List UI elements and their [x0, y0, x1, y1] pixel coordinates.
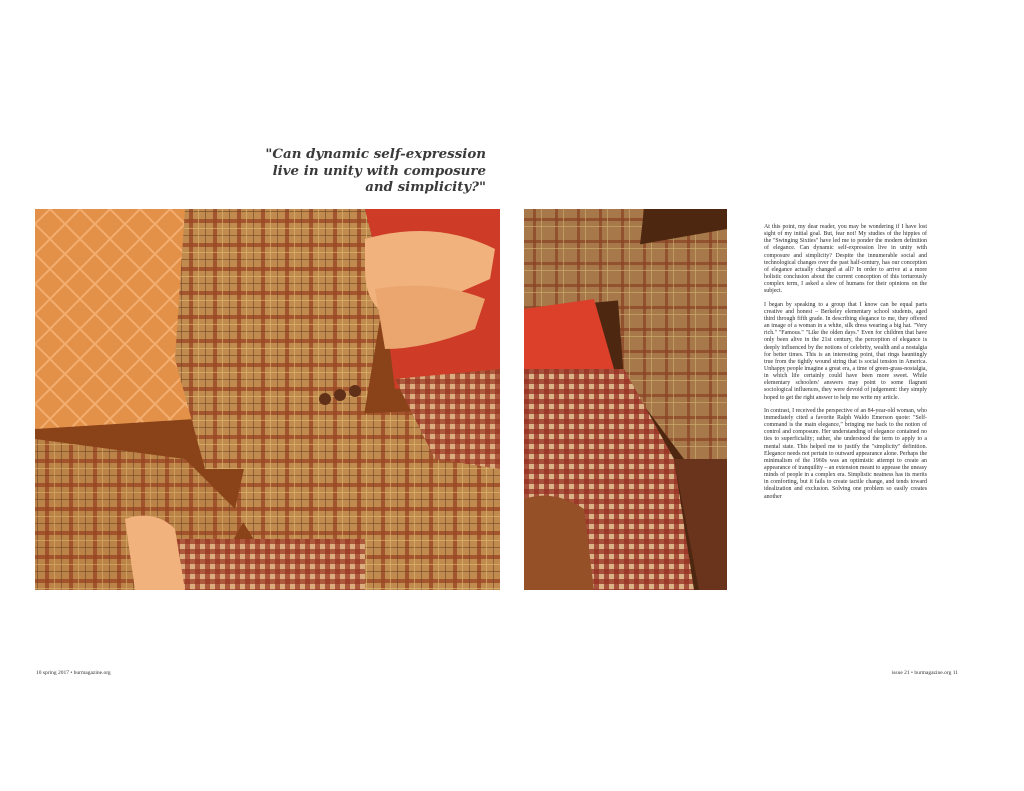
pull-quote	[250, 146, 486, 196]
page-footer-right: issue 21 • burmagazine.org 11	[891, 670, 958, 676]
article-paragraph: I began by speaking to a group that I know can be equal parts creative and honest – Berkeley elementary school students, aged third through fifth grade. In describing elegance to me, they offered an image of a woman in a white, silk dress wearing a big hat. "Very rich." "Famous." "Like the olden days." Even for children that have only been alive in the 21st century, the perception of elegance is deeply influenced by the notions of celebrity, wealth and a nostalgia for better times. This is an interesting point, that rings hauntingly true from the tightly wound string that is social tension in America. Unhappy people imagine a great era, a time of green-grass-nostalgia, in which life certainly could have been more sweet. While elementary schoolers' answers may point to some flagrant sociological influences, they were devoid of judgement: they simply hoped to get the right answer to help me write my article.	[764, 301, 927, 401]
photo-plaid-gingham-detail	[524, 209, 727, 590]
page-footer-left: 10 spring 2017 • burmagazine.org	[36, 670, 111, 676]
photo-hands-plaid-jacket	[35, 209, 500, 590]
article-paragraph: In contrast, I received the perspective of an 84-year-old woman, who immediately cited a favorite Ralph Waldo Emerson quote: "Self-command is the main elegance," bringing me back to the notion of control and composure. Her understanding of elegance contained no ties to superficiality; rather, she understood the term to apply to a mental state. This helped me to justify the "simplicity" definition. Elegance needs not pertain to outward appearance alone. Perhaps the minimalism of the 1960s was an optimistic attempt to create an appearance of tranquility – an extension meant to appease the uneasy minds of people in a complex era. Simplistic neatness has its merits in comforting, but it fails to create tactile change, and tends toward idealization and exclusion. Solving one problem so easily creates another	[764, 407, 927, 500]
pull-quote-line: and simplicity?"	[365, 179, 486, 195]
article-paragraph: At this point, my dear reader, you may be wondering if I have lost sight of my initial goal. But, fear not! My studies of the hippies of the "Swinging Sixties" have led me to ponder the modern definition of elegance. Can dynamic self-expression live in unity with composure and simplicity? Despite the innumerable social and technological changes over the past half-century, has our conception of elegance actually changed at all? In order to arrive at a more holistic conclusion about the current conception of this torturously complex term, I asked a slew of humans for their opinions on the subject.	[764, 224, 927, 295]
pull-quote-line: "Can dynamic self-expression	[265, 146, 486, 162]
article-body	[764, 224, 927, 507]
pull-quote-line: live in unity with composure	[272, 162, 486, 179]
